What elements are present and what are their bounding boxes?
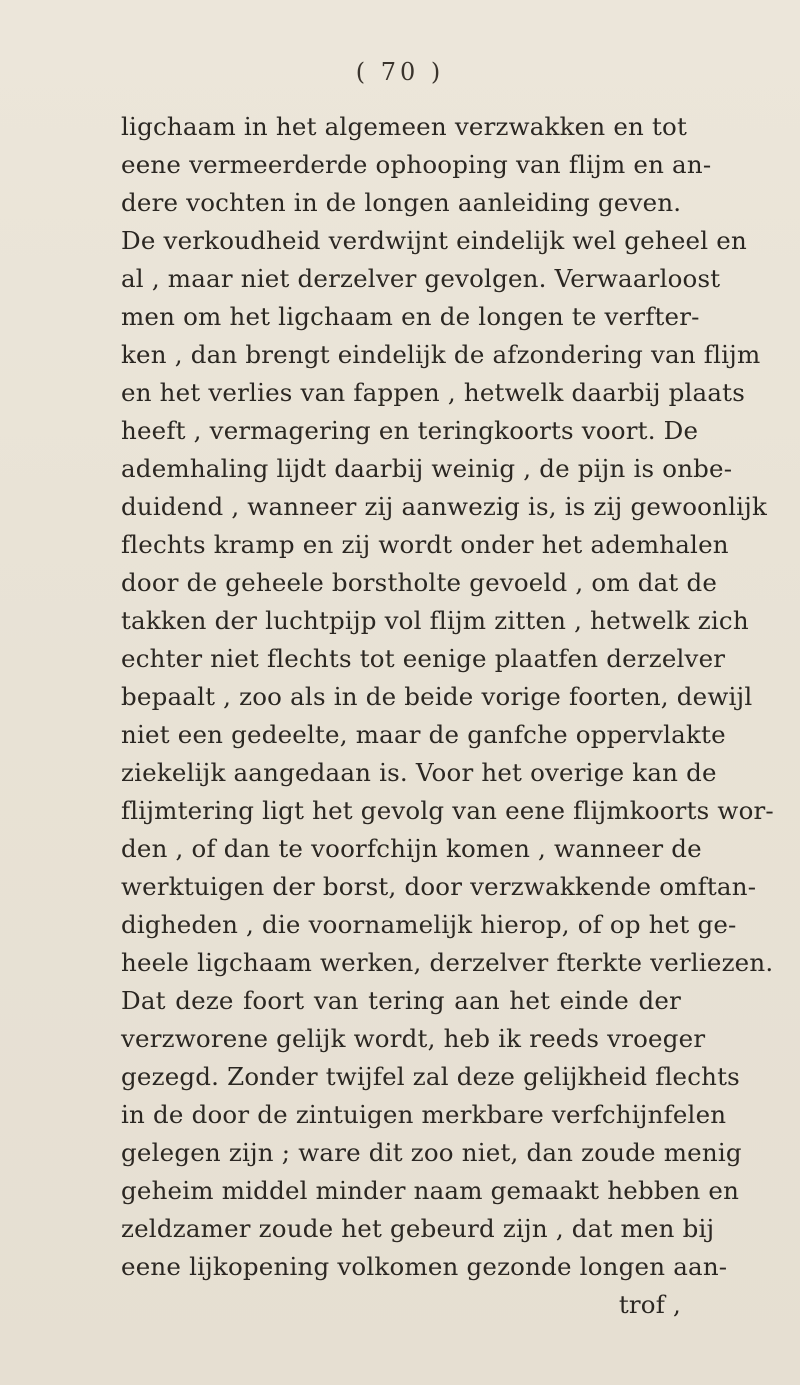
text-line: ademhaling lijdt daarbij weinig , de pijn is onbe- (121, 454, 733, 483)
text-line: door de geheele borstholte gevoeld , om dat de (121, 568, 718, 597)
text-line: ken , dan brengt eindelijk de afzondering van flijm (121, 340, 761, 369)
text-line: en het verlies van fappen , hetwelk daarbij plaats (121, 378, 745, 407)
text-line: verzworene gelijk wordt, heb ik reeds vroeger (121, 1024, 706, 1053)
text-line: bepaalt , zoo als in de beide vorige foorten, dewijl (121, 682, 753, 711)
text-line: echter niet flechts tot eenige plaatfen derzelver (121, 644, 726, 673)
text-line: geheim middel minder naam gemaakt hebben en (121, 1176, 740, 1205)
text-line: men om het ligchaam en de longen te verfter- (121, 302, 700, 331)
text-line: ligchaam in het algemeen verzwakken en tot (121, 112, 688, 141)
text-line: heeft , vermagering en teringkoorts voort. De (121, 416, 699, 445)
text-line: takken der luchtpijp vol flijm zitten , hetwelk zich (121, 606, 749, 635)
text-line: flechts kramp en zij wordt onder het ademhalen (121, 530, 729, 559)
text-line: gezegd. Zonder twijfel zal deze gelijkheid flechts (121, 1062, 740, 1091)
text-line: digheden , die voornamelijk hierop, of op het ge- (121, 910, 737, 939)
text-line: eene vermeerderde ophooping van flijm en an- (121, 150, 712, 179)
text-line: zeldzamer zoude het gebeurd zijn , dat men bij (121, 1214, 715, 1243)
text-line: den , of dan te voorfchijn komen , wanneer de (121, 834, 702, 863)
text-line: Dat deze foort van tering aan het einde der (121, 986, 681, 1015)
text-line: gelegen zijn ; ware dit zoo niet, dan zoude menig (121, 1138, 742, 1167)
text-line: werktuigen der borst, door verzwakkende omftan- (121, 872, 757, 901)
text-line: dere vochten in de longen aanleiding geven. (121, 188, 682, 217)
text-line: ziekelijk aangedaan is. Voor het overige kan de (121, 758, 717, 787)
body-text (121, 108, 774, 1324)
text-line: eene lijkopening volkomen gezonde longen aan- (121, 1252, 728, 1281)
text-line: al , maar niet derzelver gevolgen. Verwaarloost (121, 264, 721, 293)
text-line: duidend , wanneer zij aanwezig is, is zij gewoonlijk (121, 492, 768, 521)
text-line: niet een gedeelte, maar de ganfche oppervlakte (121, 720, 726, 749)
text-line-last: trof , (618, 1290, 681, 1319)
text-line: in de door de zintuigen merkbare verfchijnfelen (121, 1100, 727, 1129)
page-number: ( 70 ) (355, 58, 445, 86)
text-line: flijmtering ligt het gevolg van eene flijmkoorts wor- (121, 796, 774, 825)
text-line: De verkoudheid verdwijnt eindelijk wel geheel en (121, 226, 747, 255)
text-line: heele ligchaam werken, derzelver fterkte verliezen. (121, 948, 774, 977)
